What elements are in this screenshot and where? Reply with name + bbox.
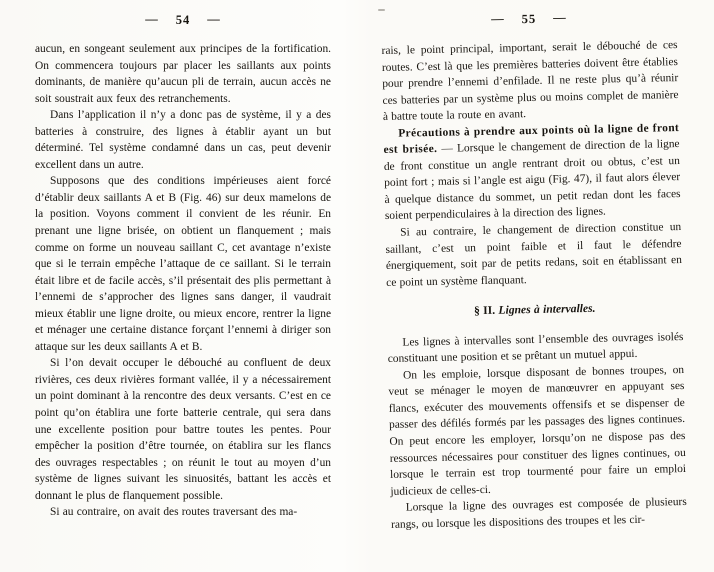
paragraph: Si l’on devait occuper le débouché au confluent de deux rivières, ces deux rivières formant vallée, il y a nécessairement un point dominant à la rencontre des deux versants. C’est en ce point qu’on établira une forte batterie centrale, qui sera dans une excellente position pour battre toutes les pentes. Pour empêcher la position d’être tournée, on établira sur les flancs des ouvrages respectables ; on réunit le tout au moyen d’un système de lignes suivant les sinuosités, battant les accès et donnant le plus de flanquement possible. — [35, 357, 331, 502]
page-55-content — [381, 9, 687, 533]
header-dash-right: — — [207, 12, 221, 26]
paragraph: aucun, en songeant seulement aux principes de la fortification. On commencera toujours par placer les saillants aux points dominants, de manière qu’aucun pli de terrain, aucun accès ne soit soustrait aux feux des retranchements. — [35, 43, 331, 105]
header-dash-right: — — [553, 10, 567, 25]
paragraph: Supposons que des conditions impérieuses aient forcé d’établir deux saillants A et B (Fig. 46) sur deux mamelons de la position. Voyons comment il convient de les réunir. En prenant une ligne brisée, on obtient un flanquement ; mais comme on forme un nouveau saillant C, cet avantage n’existe que si le terrain empêche l’attaque de ce saillant. Si le terrain était libre et de facile accès, s’il présentait des plis permettant à l’ennemi de s’approcher des lignes sans danger, il vaudrait mieux établir une ligne droite, ou mieux encore, rentrer la ligne et ménager une certaine distance forçant l’ennemi à diriger son attaque sur les deux saillants A et B. — [35, 175, 331, 353]
section-title: Lignes à intervalles. — [498, 301, 596, 317]
header-dash-left: — — [145, 12, 159, 26]
section-number: § II. — [473, 303, 496, 318]
section-heading — [387, 299, 683, 321]
paragraph: Si au contraire, on avait des routes traversant des ma- — [50, 506, 298, 519]
page-54-body — [35, 41, 331, 521]
scan-speck — [378, 9, 385, 11]
paragraph: Lorsque la ligne des ouvrages est composée de plusieurs rangs, ou lorsque les dispositions des troupes et les cir- — [390, 496, 687, 531]
page-55-header — [381, 9, 677, 30]
paragraph: Les lignes à intervalles sont l’ensemble des ouvrages isolés constituant une position et se prêtant un mutuel appui. — [387, 330, 684, 366]
paragraph: Dans l’application il n’y a donc pas de système, il y a des batteries à construire, des lignes à établir ayant un but déterminé. Tel système condamné dans un cas, peut devenir excellent dans un autre. — [35, 109, 331, 171]
page-number-54: 54 — [175, 13, 191, 27]
page-55-body — [381, 37, 687, 533]
page-54-header — [35, 13, 331, 28]
paragraph-with-bold-lead — [383, 120, 681, 225]
paragraph: On les emploie, lorsque disposant de bonnes troupes, on veut se ménager le moyen de manœuvrer en appuyant ses flancs, exécuter des mouvements offensifs et se dispenser de passer des défilés formés par les passages des lignes continues. On peut encore les employer, lorsqu’on ne dispose pas des ressources nécessaires pour constituer des lignes continues, ou lorsque le terrain est trop tourmenté pour faire un emploi judicieux de celles-ci. — [388, 363, 687, 498]
paragraph-text: — Lorsque le changement de direction de la ligne de front constitue un angle rentrant droit ou obtus, c’est un point fort ; mais si l’angle est aigu (Fig. 47), il faut alors élever à quelque distance du sommet, un petit redan dont les faces soient perpendiculaires à la direction des lignes. — [383, 138, 681, 223]
paragraph: Si au contraire, le changement de direction constitue un saillant, c’est un point faible et il faut le défendre énergiquement, soit par de petits redans, soit en établissant en ce point un système flanquant. — [385, 221, 682, 289]
page-number-55: 55 — [521, 11, 537, 27]
header-dash-left: — — [491, 11, 505, 26]
bold-run-in-heading: Précautions à prendre aux points où la ligne de front est brisée. — [383, 121, 680, 157]
page-55 — [357, 0, 714, 572]
paragraph: rais, le point principal, important, serait le débouché de ces routes. C’est là que les premières batteries doivent être établies pour prendre l’ennemi d’enfilade. Il ne reste plus qu’à réunir ces batteries par un système plus ou moins complet de manière à battre toute la route en avant. — [381, 39, 679, 124]
